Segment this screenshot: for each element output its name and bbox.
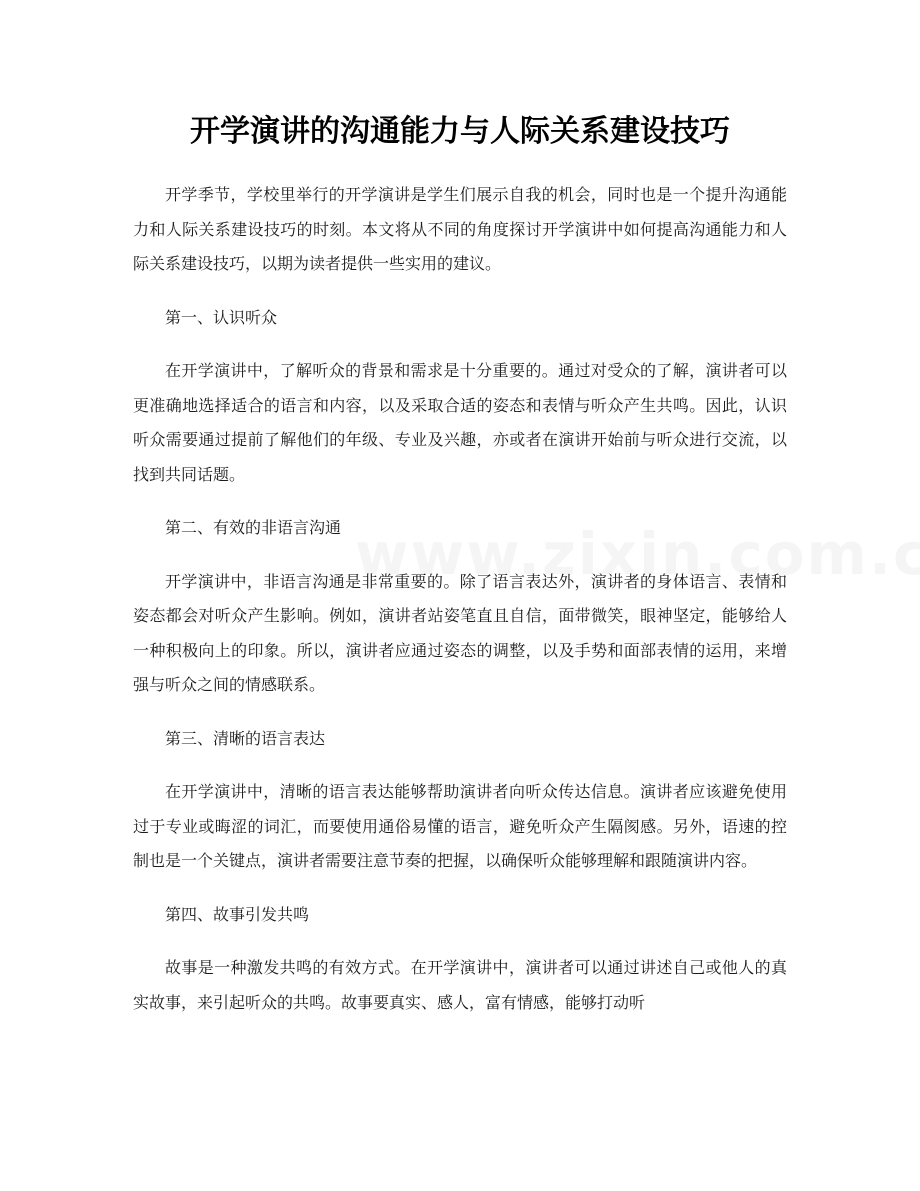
section-paragraph-2: 开学演讲中，非语言沟通是非常重要的。除了语言表达外，演讲者的身体语言、表情和姿态都会对听众产生影响。例如，演讲者站姿笔直且自信，面带微笑，眼神坚定，能够给人一种积极向上的印象。所以，演讲者应通过姿态的调整，以及手势和面部表情的运用，来增强与听众之间的情感联系。 xyxy=(133,571,787,694)
section-paragraph-1: 在开学演讲中，了解听众的背景和需求是十分重要的。通过对受众的了解，演讲者可以更准确地选择适合的语言和内容，以及采取合适的姿态和表情与听众产生共鸣。因此，认识听众需要通过提前了解他们的年级、专业及兴趣，亦或者在演讲开始前与听众进行交流，以找到共同话题。 xyxy=(133,361,787,484)
section-paragraph-4: 故事是一种激发共鸣的有效方式。在开学演讲中，演讲者可以通过讲述自己或他人的真实故事，来引起听众的共鸣。故事要真实、感人，富有情感，能够打动听 xyxy=(133,958,787,1012)
section-heading-2: 第二、有效的非语言沟通 xyxy=(165,518,342,537)
section-heading-4: 第四、故事引发共鸣 xyxy=(165,904,310,924)
section-paragraph-3: 在开学演讲中，清晰的语言表达能够帮助演讲者向听众传达信息。演讲者应该避免使用过于专业或晦涩的词汇，而要使用通俗易懂的语言，避免听众产生隔阂感。另外，语速的控制也是一个关键点，演讲者需要注意节奏的把握，以确保听众能够理解和跟随演讲内容。 xyxy=(133,782,787,870)
section-heading-3: 第三、清晰的语言表达 xyxy=(165,728,326,748)
document-title: 开学演讲的沟通能力与人际关系建设技巧 xyxy=(190,114,730,149)
intro-paragraph: 开学季节，学校里举行的开学演讲是学生们展示自我的机会，同时也是一个提升沟通能力和人际关系建设技巧的时刻。本文将从不同的角度探讨开学演讲中如何提高沟通能力和人际关系建设技巧，以期为读者提供一些实用的建议。 xyxy=(133,185,787,273)
section-heading-1: 第一、认识听众 xyxy=(165,307,278,327)
document-body xyxy=(133,178,787,1020)
